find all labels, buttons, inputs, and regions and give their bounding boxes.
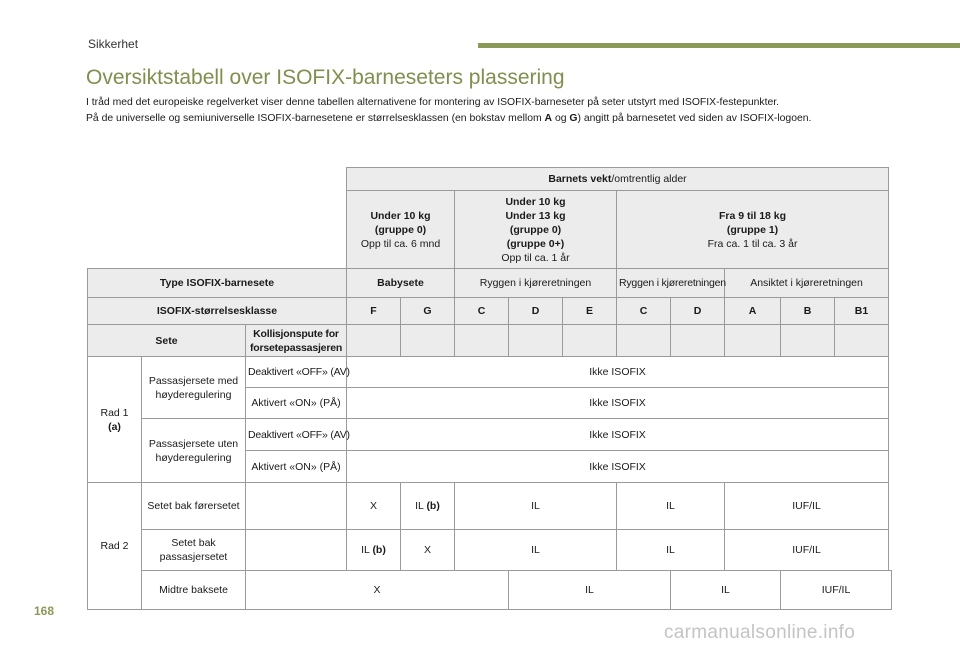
- cell-value: X: [401, 530, 455, 571]
- cell-value: IL: [671, 571, 781, 610]
- table-row: [88, 530, 892, 571]
- group-1-header: Fra 9 til 18 kg (gruppe 1) Fra ca. 1 til ca. 3 år: [617, 191, 889, 269]
- intro-paragraph-1: I tråd med det europeiske regelverket viser denne tabellen alternativene for montering av ISOFIX-barneseter på seter utstyrt med ISOFIX-festepunkter.: [86, 97, 780, 108]
- not-isofix-value: Ikke ISOFIX: [347, 388, 889, 419]
- cell-value: IL: [617, 483, 725, 530]
- cell-value: IL (b): [347, 530, 401, 571]
- cell-value: IUF/IL: [725, 483, 889, 530]
- seat-label: Sete: [88, 325, 246, 357]
- airbag-off: Deaktivert «OFF» (AV): [246, 357, 347, 388]
- group-header-row: [88, 191, 892, 269]
- section-divider: [478, 43, 960, 48]
- not-isofix-value: Ikke ISOFIX: [347, 419, 889, 451]
- size-class: G: [401, 298, 455, 325]
- type-label: Type ISOFIX-barnesete: [88, 269, 347, 298]
- seat-behind-passenger: Setet bak passasjersetet: [142, 530, 246, 571]
- type-babysete: Babysete: [347, 269, 455, 298]
- size-class: F: [347, 298, 401, 325]
- size-class: D: [671, 298, 725, 325]
- middle-rear-seat: Midtre baksete: [142, 571, 246, 610]
- size-letter-a: A: [544, 112, 553, 124]
- isofix-table: [87, 167, 892, 610]
- size-class: B: [781, 298, 835, 325]
- cell-value: X: [246, 571, 509, 610]
- intro-text: [86, 95, 896, 126]
- size-row: [88, 298, 892, 325]
- intro-paragraph-2b: ) angitt på barnesetet ved siden av ISOFIX-logoen.: [577, 112, 812, 124]
- row2-label: Rad 2: [88, 483, 142, 610]
- table-row: [88, 357, 892, 388]
- page-number: 168: [34, 604, 55, 618]
- group-0-header: Under 10 kg (gruppe 0) Opp til ca. 6 mnd: [347, 191, 455, 269]
- page-title: Oversiktstabell over ISOFIX-barneseters plassering: [86, 66, 565, 89]
- size-class: E: [563, 298, 617, 325]
- cell-value: IL (b): [401, 483, 455, 530]
- size-class: C: [617, 298, 671, 325]
- size-class: D: [509, 298, 563, 325]
- cell-value: IUF/IL: [781, 571, 892, 610]
- weight-header: Barnets vekt/omtrentlig alder: [347, 168, 889, 191]
- row1-label: Rad 1 (a): [88, 357, 142, 483]
- type-rearward-0plus: Ryggen i kjøreretningen: [455, 269, 617, 298]
- airbag-label: Kollisjonspute for forsetepassasjeren: [246, 325, 347, 357]
- intro-og: og: [552, 112, 570, 124]
- section-label: Sikkerhet: [88, 37, 139, 51]
- watermark: carmanualsonline.info: [664, 622, 856, 643]
- type-rearward-1: Ryggen i kjøreretningen: [617, 269, 725, 298]
- size-class: B1: [835, 298, 889, 325]
- not-isofix-value: Ikke ISOFIX: [347, 451, 889, 483]
- cell-value: IL: [617, 530, 725, 571]
- weight-header-row: [88, 168, 892, 191]
- cell-value: IL: [455, 530, 617, 571]
- table-row: [88, 571, 892, 610]
- not-isofix-value: Ikke ISOFIX: [347, 357, 889, 388]
- type-forward-1: Ansiktet i kjøreretningen: [725, 269, 889, 298]
- airbag-on: Aktivert «ON» (PÅ): [246, 451, 347, 483]
- cell-value: IL: [509, 571, 671, 610]
- seat-with-height-adjust: Passasjersete med høyderegulering: [142, 357, 246, 419]
- table-row: [88, 483, 892, 530]
- table-row: [88, 419, 892, 451]
- cell-value: IL: [455, 483, 617, 530]
- cell-value: IUF/IL: [725, 530, 889, 571]
- size-letter-g: G: [569, 112, 578, 124]
- type-row: [88, 269, 892, 298]
- size-class: A: [725, 298, 781, 325]
- airbag-off: Deaktivert «OFF» (AV): [246, 419, 347, 451]
- seat-header-row: [88, 325, 892, 357]
- intro-paragraph-2a: På de universelle og semiuniverselle ISOFIX-barnesetene er størrelsesklassen (en bokstav mellom: [86, 112, 545, 124]
- cell-value: X: [347, 483, 401, 530]
- size-label: ISOFIX-størrelsesklasse: [88, 298, 347, 325]
- size-class: C: [455, 298, 509, 325]
- seat-behind-driver: Setet bak førersetet: [142, 483, 246, 530]
- airbag-on: Aktivert «ON» (PÅ): [246, 388, 347, 419]
- seat-without-height-adjust: Passasjersete uten høyderegulering: [142, 419, 246, 483]
- group-0plus-header: Under 10 kg Under 13 kg (gruppe 0) (gruppe 0+) Opp til ca. 1 år: [455, 191, 617, 269]
